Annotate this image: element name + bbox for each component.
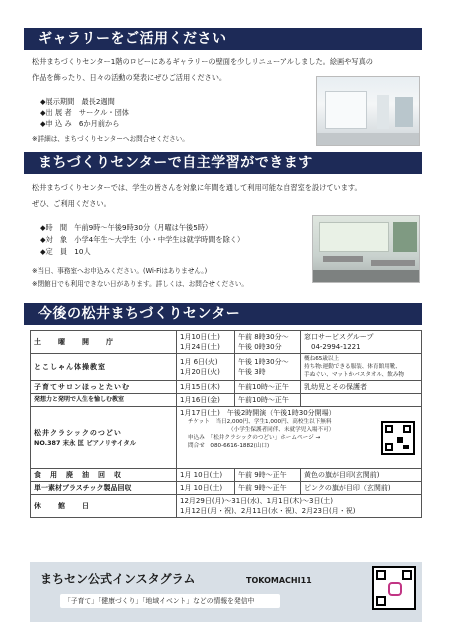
table-row <box>31 482 422 495</box>
instagram-logo-icon <box>388 582 402 596</box>
row-category: 発想力と発明で人生を愉しむ教室 <box>31 394 177 407</box>
concert-ticket: チケット 当日2,000円、学生1,000円、高校生以下無料 <box>188 419 332 425</box>
instagram-panel <box>30 562 422 622</box>
study-desc-1: 松井まちづくりセンターでは、学生の皆さんを対象に年間を通して利用可能な自習室を設けています。 <box>32 183 362 192</box>
concert-ticket-note: （小学生保護者同伴、未就学児入場不可） <box>228 427 335 433</box>
table-row <box>31 381 422 394</box>
gallery-banner <box>30 28 422 50</box>
study-title: まちづくりセンターで自主学習ができます <box>38 155 313 171</box>
study-item-capacity: ◆定 員 10人 <box>40 247 91 256</box>
study-photo <box>312 215 420 283</box>
instagram-qr-code[interactable] <box>372 566 416 610</box>
concert-details <box>177 407 422 469</box>
row-date: 1月 10日(土) <box>177 482 235 495</box>
row-info: ピンクの旗が目印（玄関前) <box>301 482 422 495</box>
study-item-target: ◆対 象 小学4年生～大学生（小・中学生は就学時間を除く） <box>40 235 245 244</box>
table-row <box>31 394 422 407</box>
instagram-desc: 「子育て」「健康づくり」「地域イベント」などの情報を発信中 <box>60 594 280 608</box>
row-category: 土 曜 開 庁 <box>31 331 177 354</box>
schedule-table <box>30 330 422 518</box>
row-date: 1月10日(土) 1月24日(土) <box>177 331 235 354</box>
gallery-photo <box>316 76 420 146</box>
table-row <box>31 331 422 354</box>
row-category: 単一素材プラスチック製品回収 <box>31 482 177 495</box>
gallery-item-apply: ◆申 込 み 6か月前から <box>40 119 120 128</box>
row-info: 窓口サービスグループ 04-2994-1221 <box>301 331 422 354</box>
table-row <box>31 469 422 482</box>
concert-qr-code[interactable] <box>381 421 415 455</box>
table-row <box>31 495 422 518</box>
row-date: 1月15日(木) <box>177 381 235 394</box>
study-desc-2: ぜひ、ご利用ください。 <box>32 199 111 208</box>
table-row <box>31 354 422 381</box>
concert-row <box>31 407 422 469</box>
row-time: 午後 1時30分～ 午後 3時 <box>235 354 301 381</box>
gallery-note: ※詳細は、まちづくりセンターへお問合せください。 <box>32 135 189 143</box>
gallery-item-exhibitor: ◆出 展 者 サークル・団体 <box>40 108 129 117</box>
instagram-account: TOKOMACHI11 <box>246 576 312 585</box>
row-time: 午前10時～正午 <box>235 381 301 394</box>
gallery-item-period: ◆展示期間 最長2週間 <box>40 97 115 106</box>
row-info <box>301 394 422 407</box>
gallery-desc-2: 作品を飾ったり、日々の活動の発表にぜひご活用ください。 <box>32 73 227 82</box>
schedule-title: 今後の松井まちづくりセンター <box>38 306 241 322</box>
row-date: 1月16日(金) <box>177 394 235 407</box>
row-category: 休 館 日 <box>31 495 177 518</box>
concert-date-time: 1月17日(土) 午後2時開演（午後1時30分開場） <box>180 409 336 417</box>
study-banner <box>30 152 422 174</box>
row-date: 1月 6日(火) 1月20日(火) <box>177 354 235 381</box>
row-time: 午前 8時30分～ 午後 0時30分 <box>235 331 301 354</box>
row-category: 食 用 廃 油 回 収 <box>31 469 177 482</box>
row-info: 乳幼児とその保護者 <box>301 381 422 394</box>
instagram-title: まちセン公式インスタグラム <box>40 572 196 586</box>
row-date: 1月 10日(土) <box>177 469 235 482</box>
row-time: 午前10時～正午 <box>235 394 301 407</box>
concert-contact: 問合せ 080-6616-1882(山口) <box>188 443 270 449</box>
schedule-banner <box>30 303 422 325</box>
study-note-1: ※当日、事務室へお申込みください。(Wi-Fiはありません。) <box>32 267 208 275</box>
closed-days: 12月29日(月)～31日(水)、1月1日(木)～3日(土) 1月12日(月・祝)、2月11日(水・祝)、2月23日(月・祝) <box>177 495 422 518</box>
row-info: 概ね65歳以上 持ち物:運動できる服装、体育館用靴、 手ぬぐい、マットかバスタオル、飲み物 <box>301 354 422 381</box>
gallery-desc-1: 松井まちづくりセンター1階のロビーにあるギャラリーの壁面を少しリニューアルしました。絵画や写真の <box>32 57 373 66</box>
row-category: 子育てサロンほっとたいむ <box>31 381 177 394</box>
row-time: 午前 9時～正午 <box>235 482 301 495</box>
row-time: 午前 9時～正午 <box>235 469 301 482</box>
gallery-title: ギャラリーをご活用ください <box>38 31 227 47</box>
study-note-2: ※閉館日でも利用できない日があります。詳しくは、お問合せください。 <box>32 280 248 288</box>
study-item-time: ◆時 間 午前9時～午後9時30分（月曜は午後5時） <box>40 223 213 232</box>
concert-apply: 申込み 「松井クラシックのつどい」ホームページ → <box>188 435 321 441</box>
row-category: とこしゃん体操教室 <box>31 354 177 381</box>
concert-category: 松井クラシックのつどい NO.387 末永 匡 ピアノリサイタル <box>31 407 177 469</box>
row-info: 黄色の旗が目印(玄関前) <box>301 469 422 482</box>
